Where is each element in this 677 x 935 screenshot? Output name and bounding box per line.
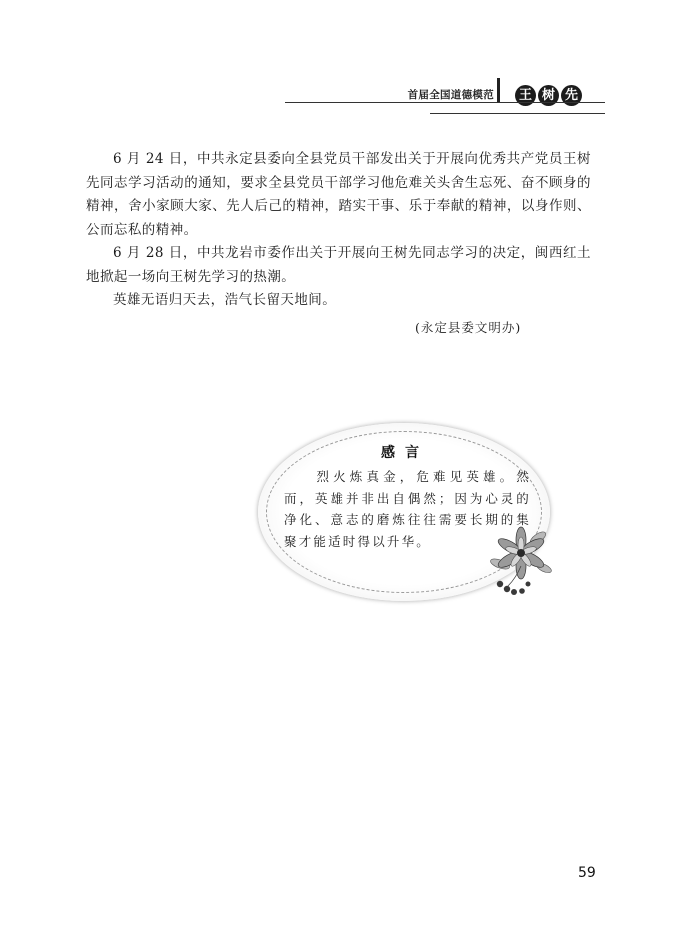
paragraph-1: 6 月 24 日，中共永定县委向全县党员干部发出关于开展向优秀共产党员王树先同志学习活动的通知，要求全县党员干部学习他危难关头舍生忘死、奋不顾身的精神，舍小家顾大家、先人后己的精神，踏实干事、乐于奉献的精神，以身作则、公而忘私的精神。 xyxy=(86,151,591,238)
page-number: 59 xyxy=(578,865,596,881)
name-badge-2: 树 xyxy=(538,85,559,106)
name-badge-1: 王 xyxy=(515,85,536,106)
article-body xyxy=(86,148,591,313)
name-badge-3: 先 xyxy=(561,85,582,106)
paragraph-2: 6 月 28 日，中共龙岩市委作出关于开展向王树先同志学习的决定，闽西红土地掀起一场向王树先学习的热潮。 xyxy=(86,245,591,285)
header-divider-bar xyxy=(497,78,500,102)
header-rule xyxy=(285,102,605,103)
source-attribution: (永定县委文明办) xyxy=(415,320,522,335)
series-title: 首届全国道德模范 xyxy=(407,89,494,101)
reflection-text: 烈火炼真金，危难见英雄。然而，英雄并非出自偶然；因为心灵的净化、意志的磨炼往往需要长期的集聚才能适时得以升华。 xyxy=(284,469,531,549)
paragraph-3: 英雄无语归天去，浩气长留天地间。 xyxy=(113,292,337,308)
flower-decoration-icon xyxy=(486,518,556,602)
reflection-title: 感言 xyxy=(381,445,429,461)
header-rule-thick xyxy=(430,113,605,114)
